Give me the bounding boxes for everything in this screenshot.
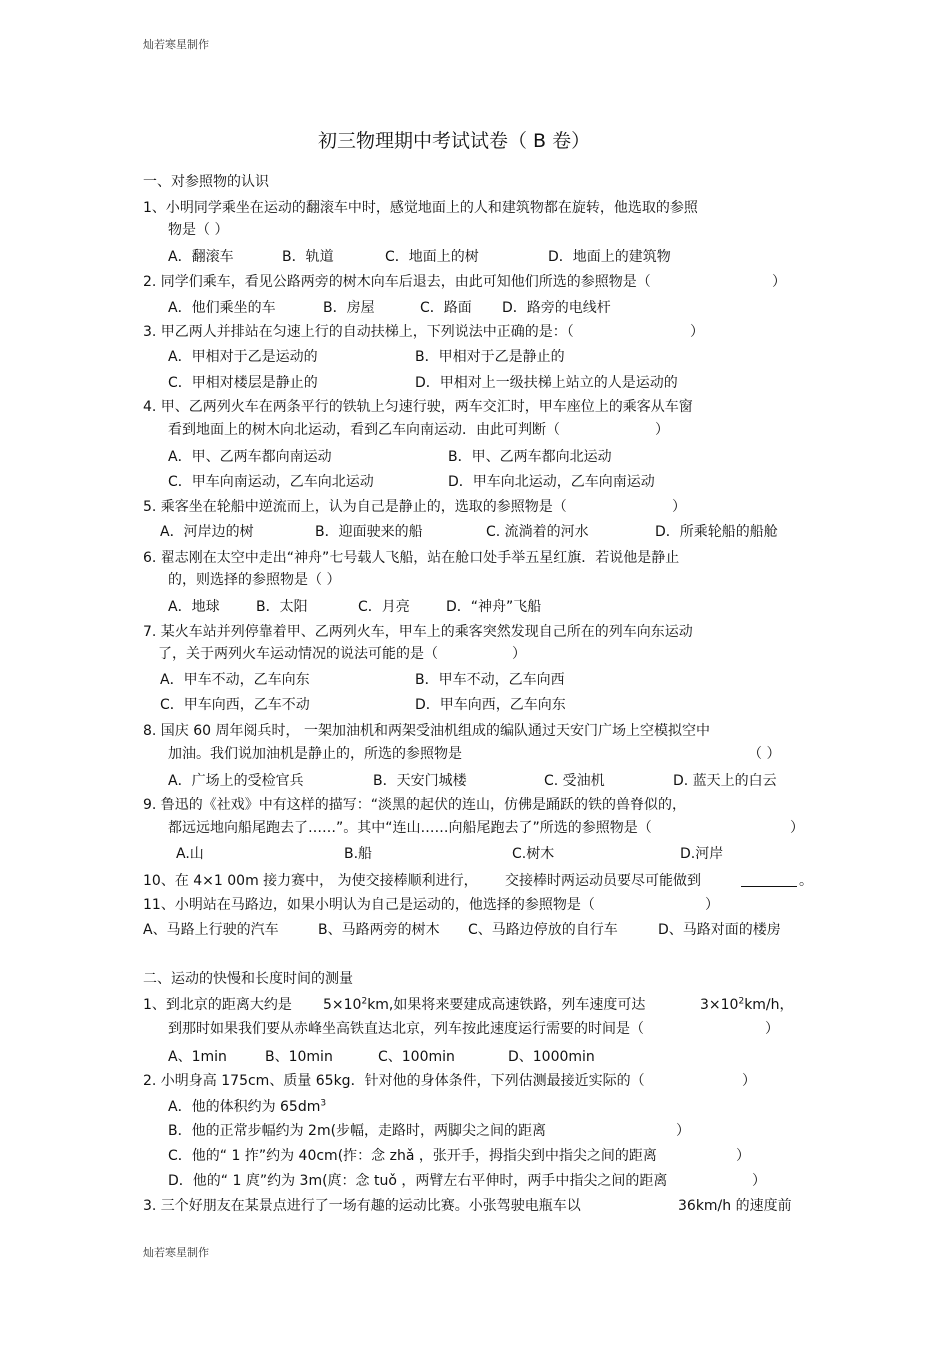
- q4-text: 4. 甲、乙两列火车在两条平行的铁轨上匀速行驶，两车交汇时，甲车座位上的乘客从车窗: [143, 399, 693, 415]
- q8-option-d: D. 蓝天上的白云: [673, 773, 777, 789]
- s2-q1-text-cont: 到那时如果我们要从赤峰坐高铁直达北京，列车按此速度运行需要的时间是（: [168, 1021, 644, 1037]
- q6-option-d: D．“神舟”飞船: [446, 599, 542, 615]
- q5-option-d: D．所乘轮船的船舱: [655, 524, 778, 540]
- q2-option-c: C．路面: [420, 300, 472, 316]
- q4-paren: ）: [655, 422, 669, 438]
- q6-text: 6. 翟志刚在太空中走出“神舟”七号载人飞船，站在舱口处手举五星红旗．若说他是静止: [143, 550, 680, 566]
- q8-text: 8. 国庆 60 周年阅兵时， 一架加油机和两架受油机组成的编队通过天安门广场上空模拟空中: [143, 723, 710, 739]
- q3-text: 3. 甲乙两人并排站在匀速上行的自动扶梯上，下列说法中正确的是：（: [143, 324, 574, 340]
- q6-option-c: C．月亮: [358, 599, 410, 615]
- q4-option-c: C．甲车向南运动，乙车向北运动: [168, 474, 374, 490]
- q2-option-b: B．房屋: [323, 300, 375, 316]
- q2-option-a: A．他们乘坐的车: [168, 300, 276, 316]
- page-title: 初三物理期中考试试卷（ B 卷）: [318, 130, 591, 152]
- q7-option-b: B．甲车不动，乙车向西: [415, 672, 565, 688]
- q6-option-a: A．地球: [168, 599, 220, 615]
- q3-option-a: A．甲相对于乙是运动的: [168, 349, 318, 365]
- q11-paren: ）: [705, 897, 719, 913]
- q7-option-d: D．甲车向西，乙车向东: [415, 697, 566, 713]
- q8-option-a: A．广场上的受检官兵: [168, 773, 304, 789]
- q5-option-a: A．河岸边的树: [160, 524, 254, 540]
- q10-answer-blank: [741, 886, 797, 887]
- q7-option-c: C．甲车向西，乙车不动: [160, 697, 310, 713]
- q9-option-b: B.船: [344, 846, 373, 862]
- q1-option-c: C．地面上的树: [385, 249, 479, 265]
- q11-text: 11、小明站在马路边，如果小明认为自己是运动的，他选择的参照物是（: [143, 897, 595, 913]
- page-header: 灿若寒星制作: [143, 38, 209, 51]
- s2-q2-option-b: B．他的正常步幅约为 2m(步幅，走路时，两脚尖之间的距离: [168, 1123, 547, 1139]
- q10-end: 。: [799, 873, 813, 889]
- s2-q3-text: 3. 三个好朋友在某景点进行了一场有趣的运动比赛。小张驾驶电瓶车以: [143, 1198, 581, 1214]
- q1-text: 1、小明同学乘坐在运动的翻滚车中时，感觉地面上的人和建筑物都在旋转，他选取的参照: [143, 200, 698, 216]
- q1-option-a: A．翻滚车: [168, 249, 234, 265]
- q11-option-c: C、马路边停放的自行车: [468, 922, 618, 938]
- s2-q1-option-d: D、1000min: [508, 1049, 595, 1065]
- s2-q2-paren: ）: [742, 1073, 756, 1089]
- q10-text-cont: 交接棒时两运动员要尽可能做到: [505, 873, 701, 889]
- q3-option-b: B．甲相对于乙是静止的: [415, 349, 565, 365]
- q8-paren: （ ）: [748, 746, 781, 762]
- q5-paren: ）: [672, 499, 686, 515]
- s2-q1-option-a: A、1min: [168, 1049, 227, 1065]
- section-2-heading: 二、运动的快慢和长度时间的测量: [143, 971, 353, 987]
- q2-paren: ）: [772, 274, 786, 290]
- s2-q2-option-b-paren: ）: [676, 1123, 690, 1139]
- q3-paren: ）: [690, 324, 704, 340]
- q5-option-c: C. 流淌着的河水: [486, 524, 589, 540]
- q5-text: 5. 乘客坐在轮船中逆流而上，认为自己是静止的，选取的参照物是（: [143, 499, 567, 515]
- s2-q2-option-d-paren: ）: [752, 1173, 766, 1189]
- q7-text: 7. 某火车站并列停靠着甲、乙两列火车，甲车上的乘客突然发现自己所在的列车向东运动: [143, 624, 693, 640]
- q3-option-d: D．甲相对上一级扶梯上站立的人是运动的: [415, 375, 678, 391]
- q5-option-b: B．迎面驶来的船: [315, 524, 423, 540]
- s2-q2-option-a: A．他的体积约为 $65dm^3$: [168, 1098, 327, 1115]
- s2-q1-distance: $5\times 10^2km$,如果将来要建成高速铁路，列车速度可达: [323, 996, 646, 1013]
- q9-option-c: C.树木: [512, 846, 555, 862]
- q4-option-a: A．甲、乙两车都向南运动: [168, 449, 332, 465]
- s2-q2-option-c-paren: ）: [736, 1148, 750, 1164]
- page-footer: 灿若寒星制作: [143, 1246, 209, 1259]
- q6-text-cont: 的，则选择的参照物是（ ）: [168, 572, 341, 588]
- q1-option-b: B．轨道: [282, 249, 334, 265]
- q9-option-d: D.河岸: [680, 846, 724, 862]
- q9-text: 9. 鲁迅的《社戏》中有这样的描写：“淡黑的起伏的连山，仿佛是踊跃的铁的兽脊似的，: [143, 797, 687, 813]
- q8-option-c: C. 受油机: [544, 773, 605, 789]
- q10-text: 10、在 4×1 00m 接力赛中， 为使交接棒顺利进行，: [143, 873, 478, 889]
- s2-q1-option-c: C、100min: [378, 1049, 455, 1065]
- q1-option-d: D．地面上的建筑物: [548, 249, 671, 265]
- q8-option-b: B．天安门城楼: [373, 773, 467, 789]
- q8-text-cont: 加油。我们说加油机是静止的，所选的参照物是: [168, 746, 462, 762]
- s2-q1-text: 1、到北京的距离大约是: [143, 997, 292, 1013]
- q11-option-a: A、马路上行驶的汽车: [143, 922, 279, 938]
- s2-q3-text-end: 36km/h 的速度前: [678, 1198, 792, 1214]
- s2-q1-option-b: B、10min: [265, 1049, 333, 1065]
- s2-q2-option-d: D．他的“ 1 庹”约为 3m(庹：念 tuǒ ，两臂左右平伸时，两手中指尖之间的距离: [168, 1173, 668, 1189]
- q7-text-cont: 了，关于两列火车运动情况的说法可能的是（: [158, 646, 438, 662]
- s2-q1-speed: $3\times 10^2km/h$，: [700, 996, 794, 1013]
- q11-option-d: D、马路对面的楼房: [658, 922, 781, 938]
- q2-text: 2. 同学们乘车，看见公路两旁的树木向车后退去，由此可知他们所选的参照物是（: [143, 274, 651, 290]
- q4-option-d: D．甲车向北运动，乙车向南运动: [448, 474, 655, 490]
- s2-q1-paren: ）: [765, 1021, 779, 1037]
- q7-option-a: A．甲车不动，乙车向东: [160, 672, 310, 688]
- q9-paren: ）: [790, 820, 804, 836]
- q4-text-cont: 看到地面上的树木向北运动，看到乙车向南运动．由此可判断（: [168, 422, 560, 438]
- section-1-heading: 一、对参照物的认识: [143, 174, 269, 190]
- q2-option-d: D．路旁的电线杆: [502, 300, 611, 316]
- s2-q2-text: 2. 小明身高 175cm、质量 65kg．针对他的身体条件，下列估测最接近实际的（: [143, 1073, 645, 1089]
- q7-paren: ）: [512, 646, 526, 662]
- s2-q2-option-c: C．他的“ 1 拃”约为 40cm(拃：念 zhǎ ，张开手，拇指尖到中指尖之间的距离: [168, 1148, 657, 1164]
- q4-option-b: B．甲、乙两车都向北运动: [448, 449, 612, 465]
- q9-option-a: A.山: [176, 846, 204, 862]
- q3-option-c: C．甲相对楼层是静止的: [168, 375, 318, 391]
- q11-option-b: B、马路两旁的树木: [318, 922, 440, 938]
- q9-text-cont: 都远远地向船尾跑去了……”。其中“连山……向船尾跑去了”所选的参照物是（: [168, 820, 652, 836]
- q6-option-b: B．太阳: [256, 599, 308, 615]
- q1-text-cont: 物是（ ）: [168, 222, 229, 238]
